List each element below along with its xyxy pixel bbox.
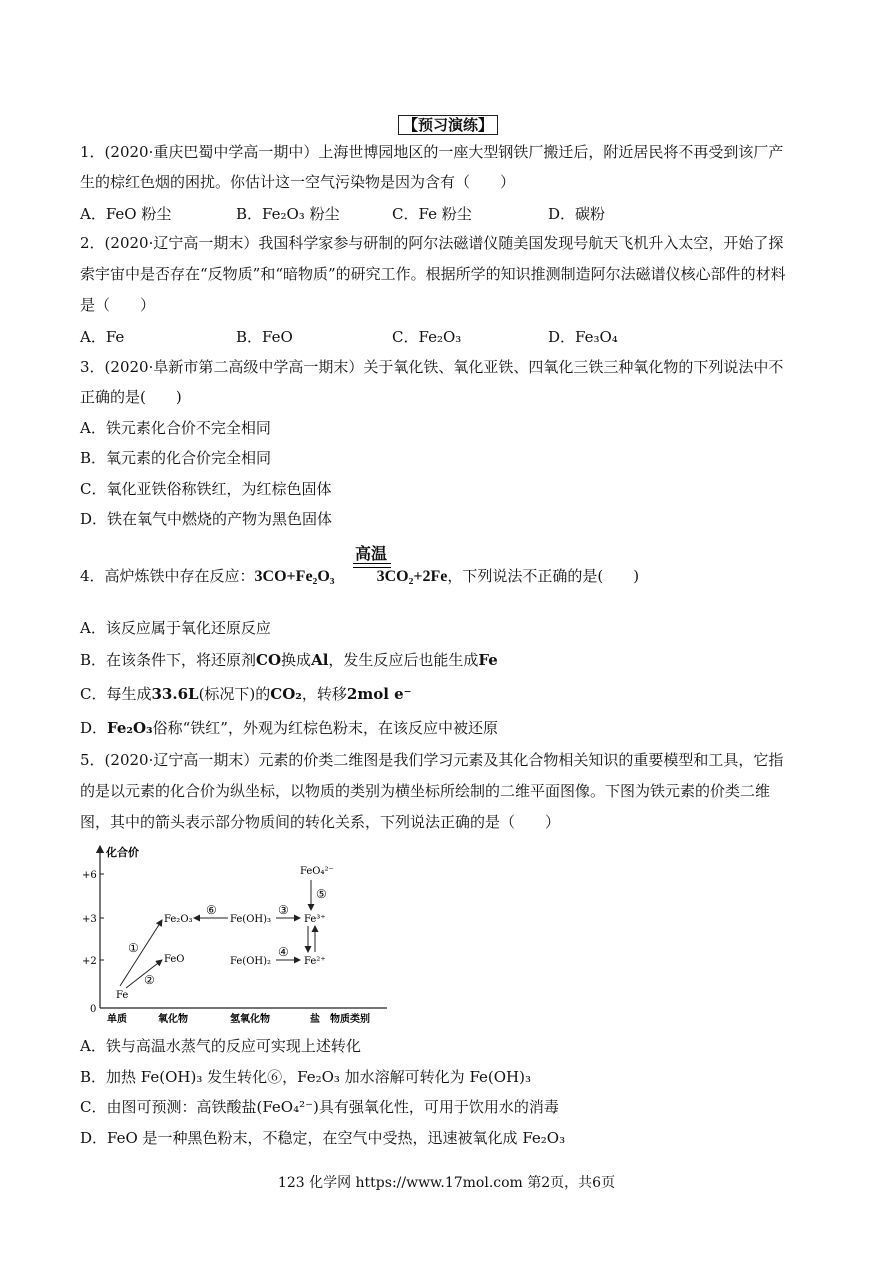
x-tick-element: 单质 <box>107 1014 127 1025</box>
q2-option-a: A．Fe <box>80 328 125 346</box>
q4-b-2: 换成 <box>281 651 312 669</box>
q3-option-a: A．铁元素化合价不完全相同 <box>80 419 271 437</box>
q2-option-c: C．Fe₂O₃ <box>392 328 462 346</box>
node-feo: FeO <box>164 954 185 965</box>
iron-valence-diagram <box>82 840 392 1025</box>
node-feo4: FeO₄²⁻ <box>300 866 334 877</box>
equation-products: 3CO₂+2Fe <box>376 568 448 585</box>
q4-option-d <box>80 718 498 738</box>
x-axis-title: 物质类别 <box>330 1014 370 1025</box>
q4-option-a: A．该反应属于氧化还原反应 <box>80 619 271 637</box>
node-fe2: Fe²⁺ <box>304 956 326 967</box>
x-tick-salt: 盐 <box>310 1014 320 1025</box>
section-title: 【预习演练】 <box>398 115 498 135</box>
q4-b-co: CO <box>256 651 282 669</box>
q4-d-2: 俗称“铁红”，外观为红棕色粉末，在该反应中被还原 <box>152 719 498 737</box>
q5-line1: 5．(2020·辽宁高一期末）元素的价类二维图是我们学习元素及其化合物相关知识的重要模型和工具，它指 <box>80 751 784 769</box>
q2-line2: 索宇宙中是否存在“反物质”和“暗物质”的研究工作。根据所学的知识推测制造阿尔法磁谱仪核心部件的材料 <box>80 265 786 283</box>
node-fe2o3: Fe₂O₃ <box>164 914 193 925</box>
y-tick-3: +3 <box>82 914 97 925</box>
q4-b-1: B．在该条件下，将还原剂 <box>80 651 257 669</box>
q1-option-b: B．Fe₂O₃ 粉尘 <box>236 205 340 223</box>
q4-suffix: ，下列说法不正确的是( ) <box>447 567 640 585</box>
q2-line1: 2．(2020·辽宁高一期末）我国科学家参与研制的阿尔法磁谱仪随美国发现号航天飞机升入太空，开始了探 <box>80 234 784 252</box>
q4-c-co2: CO₂ <box>270 685 302 703</box>
x-tick-oxide: 氧化物 <box>158 1014 188 1025</box>
q1-line1: 1．(2020·重庆巴蜀中学高一期中）上海世博园地区的一座大型钢铁厂搬迁后，附近居民将不再受到该厂产 <box>80 143 784 161</box>
q4-b-al: Al <box>311 651 329 669</box>
q4-stem <box>80 566 639 587</box>
reaction-condition: 高温 <box>355 544 388 563</box>
q1-option-a: A．FeO 粉尘 <box>80 205 172 223</box>
q5-line3: 图，其中的箭头表示部分物质间的转化关系，下列说法正确的是（ ） <box>80 813 561 831</box>
q4-option-b <box>80 650 498 670</box>
q3-option-c: C．氧化亚铁俗称铁红，为红棕色固体 <box>80 480 332 498</box>
q1-line2: 生的棕红色烟的困扰。你估计这一空气污染物是因为含有（ ） <box>80 173 516 191</box>
label-2: ② <box>144 973 155 987</box>
q2-option-d: D．Fe₃O₄ <box>548 328 618 346</box>
q3-option-d: D．铁在氧气中燃烧的产物为黑色固体 <box>80 510 333 528</box>
label-6: ⑥ <box>206 903 217 917</box>
label-1: ① <box>128 941 139 955</box>
node-feoh2: Fe(OH)₂ <box>230 956 272 967</box>
q1-option-d: D．碳粉 <box>548 205 606 223</box>
q5-option-c: C．由图可预测：高铁酸盐(FeO₄²⁻)具有强氧化性，可用于饮用水的消毒 <box>80 1098 559 1116</box>
q4-d-fe2o3: Fe₂O₃ <box>107 719 153 737</box>
y-tick-0: 0 <box>90 1004 97 1015</box>
q4-option-c <box>80 684 412 704</box>
node-feoh3: Fe(OH)₃ <box>230 914 272 925</box>
label-3: ③ <box>278 903 289 917</box>
page-footer: 123 化学网 https://www.17mol.com 第2页，共6页 <box>277 1175 616 1191</box>
y-tick-6: +6 <box>82 870 97 881</box>
q4-b-3: ，发生反应后也能生成 <box>328 651 479 669</box>
node-fe3: Fe³⁺ <box>304 914 326 925</box>
q5-option-a: A．铁与高温水蒸气的反应可实现上述转化 <box>80 1037 361 1055</box>
q3-line1: 3．(2020·阜新市第二高级中学高一期末）关于氧化铁、氧化亚铁、四氧化三铁三种氧化物的下列说法中不 <box>80 358 784 376</box>
node-fe: Fe <box>116 990 129 1001</box>
q4-d-1: D． <box>80 719 108 737</box>
q3-option-b: B．氧元素的化合价完全相同 <box>80 449 272 467</box>
y-axis-title: 化合价 <box>106 846 139 859</box>
label-4: ④ <box>278 945 289 959</box>
q2-option-b: B．FeO <box>236 328 293 346</box>
q3-line2: 正确的是( ) <box>80 388 182 406</box>
label-5: ⑤ <box>316 887 327 901</box>
q5-option-b: B．加热 Fe(OH)₃ 发生转化⑥，Fe₂O₃ 加水溶解可转化为 Fe(OH)₃ <box>80 1068 532 1086</box>
q4-c-vol: 33.6L <box>151 685 199 703</box>
q5-line2: 的是以元素的化合价为纵坐标，以物质的类别为横坐标所绘制的二维平面图像。下图为铁元素的价类二维 <box>80 782 771 800</box>
q4-b-fe: Fe <box>478 651 498 669</box>
q4-c-2: (标况下)的 <box>198 685 271 703</box>
q5-option-d: D．FeO 是一种黑色粉末，不稳定，在空气中受热，迅速被氧化成 Fe₂O₃ <box>80 1129 566 1147</box>
y-tick-2: +2 <box>82 956 97 967</box>
q4-c-3: ，转移 <box>301 685 347 703</box>
q4-prefix: 4．高炉炼铁中存在反应： <box>80 567 255 585</box>
equation-reactants: 3CO+Fe₂O₃ <box>254 568 335 585</box>
q2-line3: 是（ ） <box>80 296 156 314</box>
x-tick-hydroxide: 氢氧化物 <box>230 1014 270 1025</box>
q1-option-c: C．Fe 粉尘 <box>392 205 472 223</box>
q4-c-electrons: 2mol e⁻ <box>346 685 412 703</box>
q4-c-1: C．每生成 <box>80 685 152 703</box>
